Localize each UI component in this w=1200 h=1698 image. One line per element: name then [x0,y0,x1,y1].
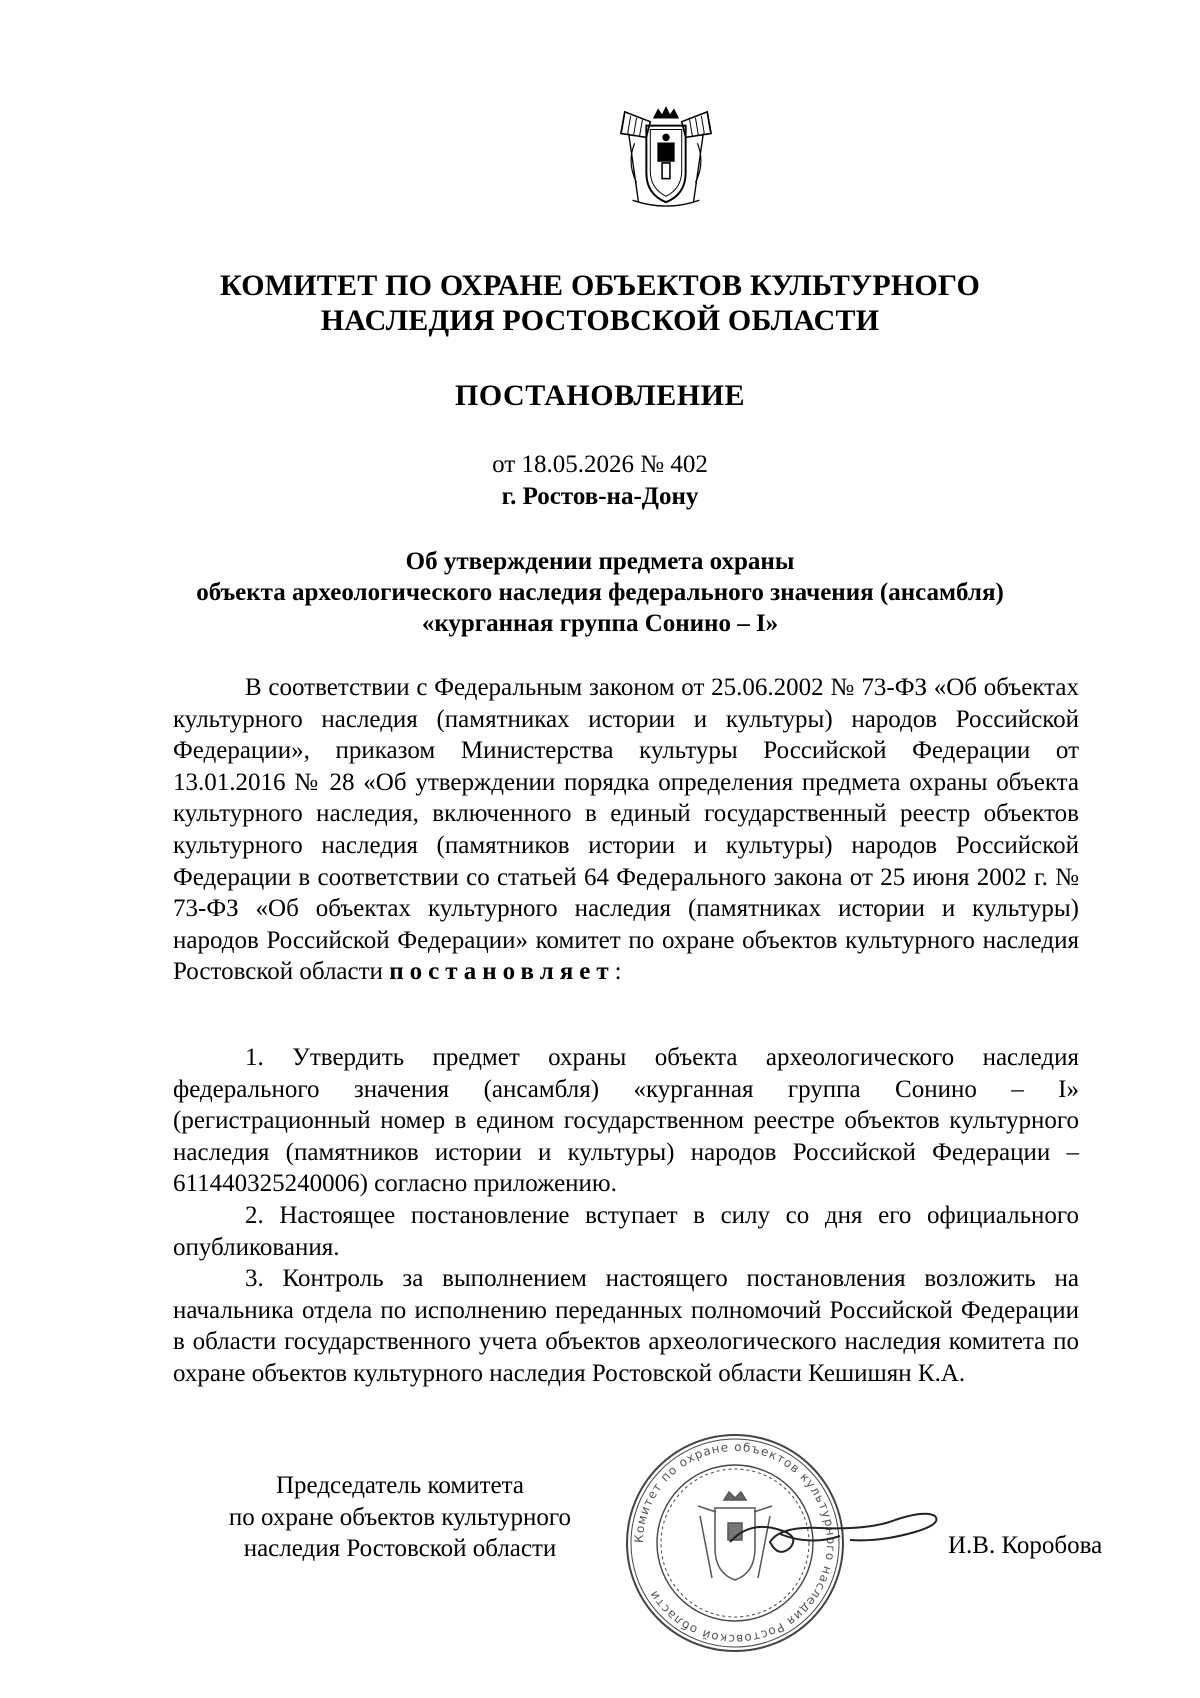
org-line-1: КОМИТЕТ ПО ОХРАНЕ ОБЪЕКТОВ КУЛЬТУРНОГО [220,269,980,302]
org-line-2: НАСЛЕДИЯ РОСТОВСКОЙ ОБЛАСТИ [320,304,880,337]
subject-line-1: Об утверждении предмета охраны [405,548,795,575]
document-date-number: от 18.05.2026 № 402 [492,451,708,478]
handwritten-signature-icon [720,1490,950,1570]
seal-text: Комитет по охране объектов культурного наследия Ростовской области [631,1439,839,1647]
resolution-item-2: 2. Настоящее постановление вступает в силу со дня его официального опубликования. [173,1201,1079,1261]
document-city: г. Ростов-на-Дону [501,483,699,510]
signatory-title [190,1470,610,1565]
coat-of-arms-icon [607,104,725,212]
signatory-title-line-1: Председатель комитета [276,1472,524,1499]
resolves-colon: : [614,958,622,986]
preamble-paragraph [173,672,1079,988]
resolution-item-1: 1. Утвердить предмет охраны объекта археологического наследия федерального значения (ансамбля) «курганная группа Сонино – I» (регистрационный номер в едином государственном реестре объектов культурного наследия (памятников истории и культуры) народов Российской Федерации – 611440325240006) согласно приложению. [173,1044,1079,1198]
document-type: ПОСТАНОВЛЕНИЕ [455,379,745,412]
signatory-title-line-2: по охране объектов культурного [228,1503,572,1531]
resolution-items [173,1042,1079,1390]
subject-line-2: объекта археологического наследия федерального значения (ансамбля) [196,579,1004,606]
document-subject [150,546,1050,639]
signatory-name: И.В. Коробова [948,1532,1103,1559]
signatory-title-line-3: наследия Ростовской области [243,1535,557,1563]
resolves-word: постановляет [389,958,615,986]
preamble [173,672,1079,988]
organization-name [150,268,1050,338]
subject-line-3: «курганная группа Сонино – I» [421,610,779,637]
resolution-item-3: 3. Контроль за выполнением настоящего постановления возложить на начальника отдела по исполнению переданных полномочий Российской Федерации в области государственного учета объектов археологического наследия комитета по охране объектов культурного наследия Ростовской области Кешишян К.А. [173,1265,1079,1387]
preamble-text: В соответствии с Федеральным законом от 25.06.2002 № 73-ФЗ «Об объектах культурного наследия (памятниках истории и культуры) народов Российской Федерации», приказом Министерства культуры Российской Федерации от 13.01.2016 № 28 «Об утверждении порядка определения предмета охраны объекта культурного наследия, включенного в единый государственный реестр объектов культурного наследия (памятников истории и культуры) народов Российской Федерации в соответствии со статьей 64 Федерального закона от 25 июня 2002 г. № 73-ФЗ «Об объектах культурного наследия (памятниках истории и культуры) народов Российской Федерации» комитет по охране объектов культурного наследия Ростовской области [173,674,1079,986]
